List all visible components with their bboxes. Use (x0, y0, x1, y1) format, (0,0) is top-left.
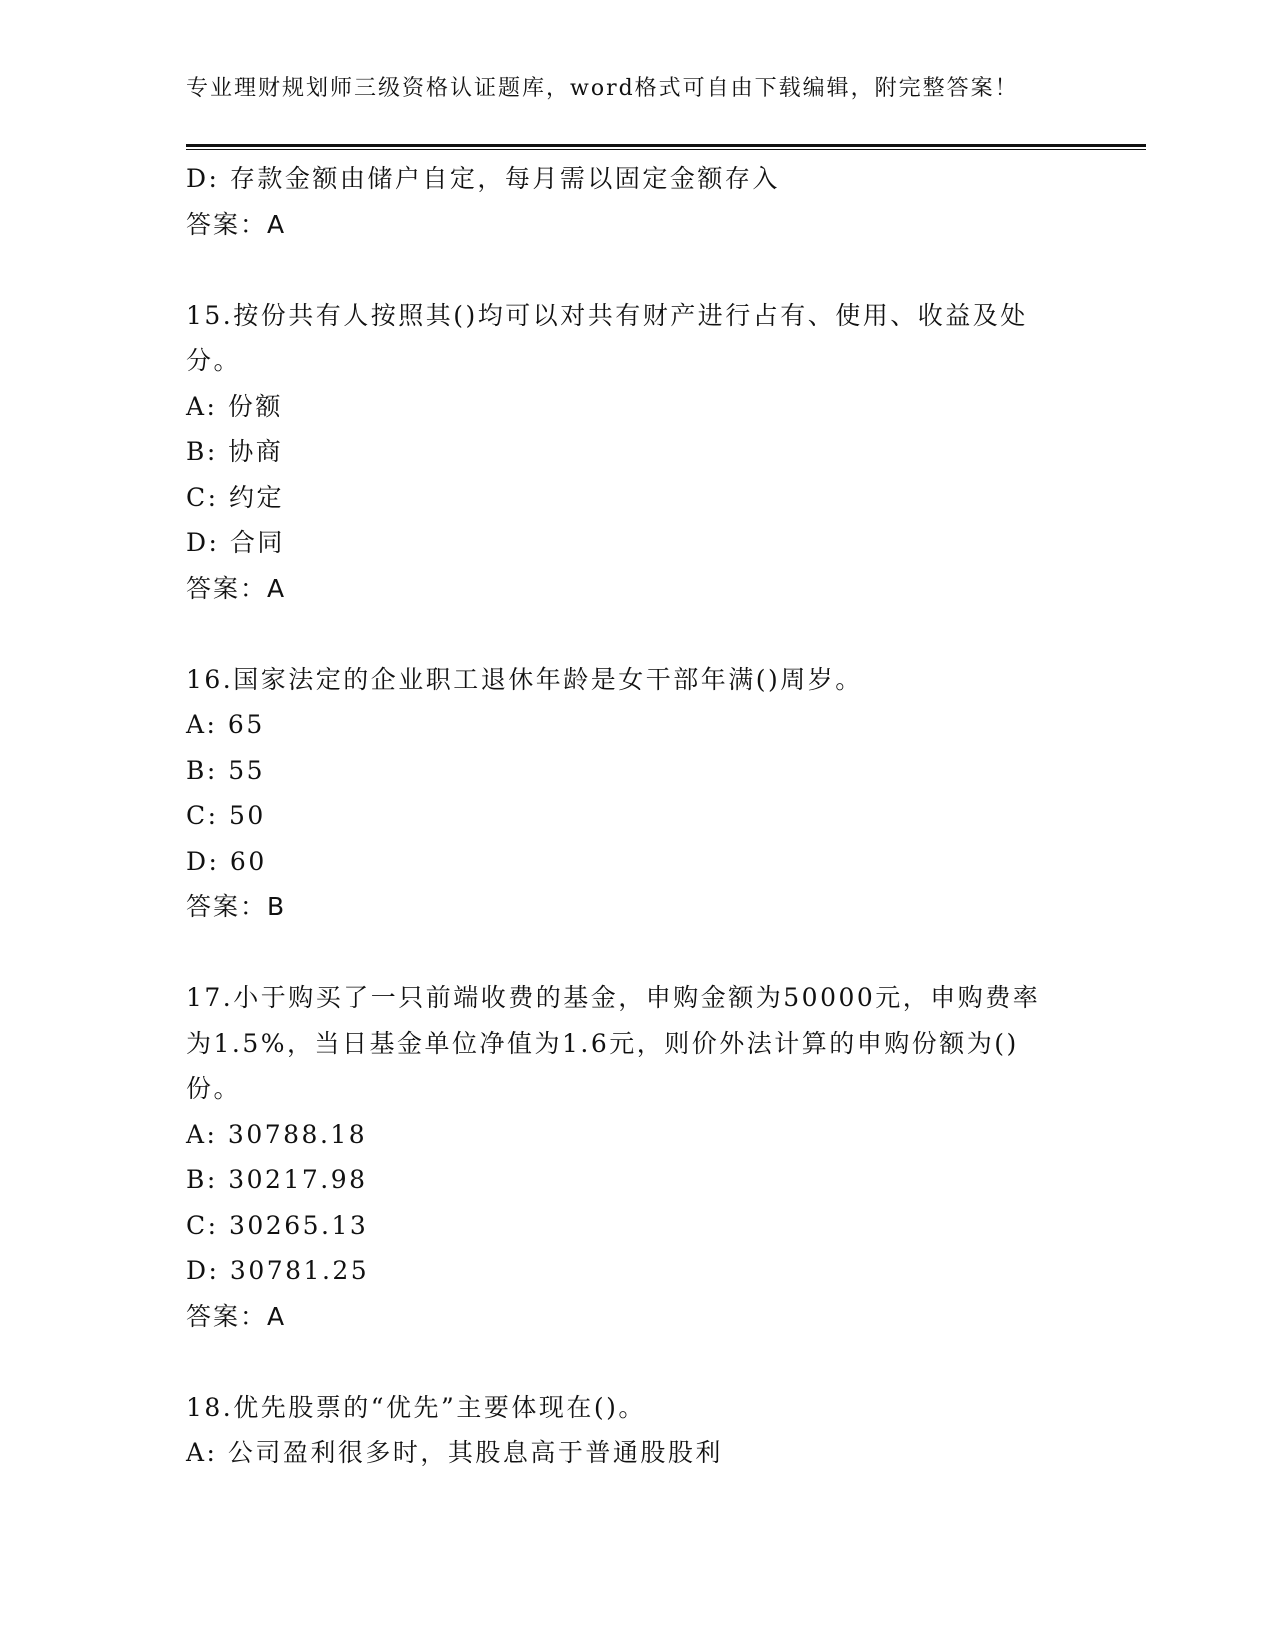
option-a: A: 公司盈利很多时，其股息高于普通股股利 (186, 1438, 723, 1467)
answer: 答案：A (186, 1301, 287, 1331)
question-18 (186, 1385, 1086, 1476)
option-d: D: 60 (186, 846, 267, 876)
question-stem: 18.优先股票的“优先”主要体现在()。 (186, 1392, 646, 1422)
document-body (186, 156, 1086, 1476)
spacer (186, 611, 1086, 657)
option-a: A: 份额 (186, 391, 283, 421)
header-divider (186, 144, 1146, 150)
question-16 (186, 657, 1086, 930)
option-a: A: 30788.18 (186, 1119, 368, 1149)
question-stem: 分。 (186, 346, 242, 375)
option-b: B: 30217.98 (186, 1165, 368, 1194)
question-15 (186, 293, 1086, 612)
option-d-continued: D: 存款金额由储户自定，每月需以固定金额存入 (186, 164, 780, 193)
option-d: D: 合同 (186, 528, 285, 557)
option-c: C: 50 (186, 801, 266, 830)
spacer (186, 247, 1086, 293)
spacer (186, 1339, 1086, 1385)
option-a: A: 65 (186, 710, 265, 739)
answer-continued: 答案：A (186, 209, 287, 239)
answer: 答案：B (186, 892, 287, 921)
page-header: 专业理财规划师三级资格认证题库，word格式可自由下载编辑，附完整答案！ (186, 76, 1019, 101)
question-stem: 16.国家法定的企业职工退休年龄是女干部年满()周岁。 (186, 664, 863, 694)
question-stem: 15.按份共有人按照其()均可以对共有财产进行占有、使用、收益及处 (186, 300, 1028, 330)
question-stem: 为1.5%，当日基金单位净值为1.6元，则价外法计算的申购份额为() (186, 1028, 1019, 1058)
answer: 答案：A (186, 573, 287, 603)
question-stem: 17.小于购买了一只前端收费的基金，申购金额为50000元，申购费率 (186, 983, 1041, 1012)
spacer (186, 930, 1086, 976)
option-b: B: 55 (186, 755, 266, 785)
question-stem: 份。 (186, 1074, 242, 1103)
question-17 (186, 975, 1086, 1339)
option-c: C: 30265.13 (186, 1210, 369, 1240)
option-c: C: 约定 (186, 482, 284, 512)
option-d: D: 30781.25 (186, 1256, 370, 1285)
option-b: B: 协商 (186, 437, 284, 466)
